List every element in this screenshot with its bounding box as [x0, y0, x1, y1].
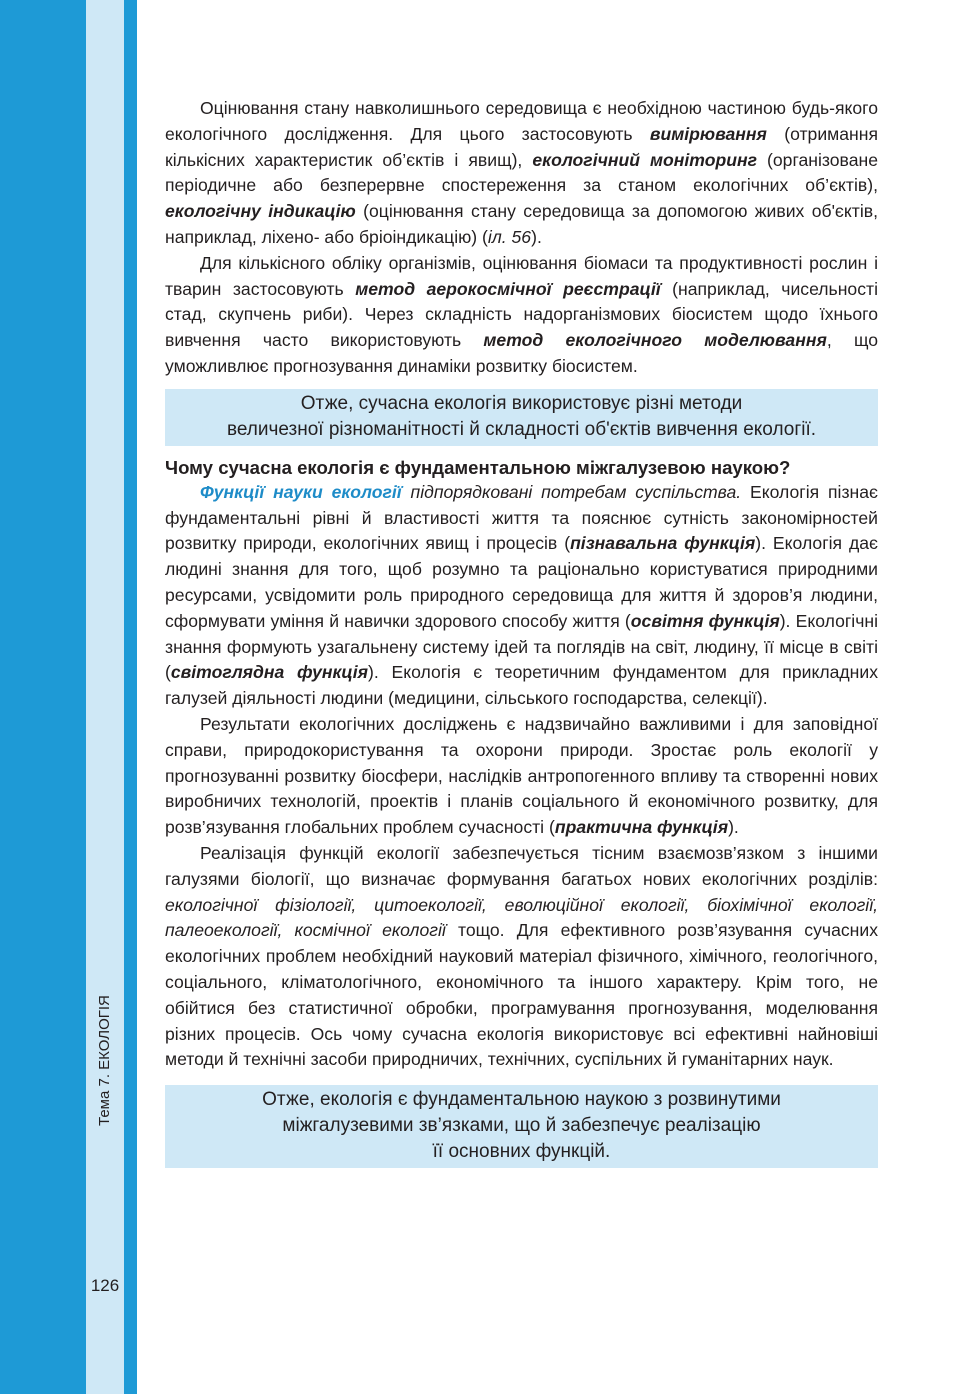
- term-educational: освітня функція: [630, 610, 780, 631]
- term-modeling: метод екологічного моделювання: [483, 330, 827, 351]
- paragraph-quantitative: Для кількісного обліку організмів, оцінювання біомаси та продуктивності рослин і тварин застосовують метод аерокосмічної реєстрації (наприклад, чисельності стад, скупчень риби). Через складність надорганізмових біосистем щодо їхнього вивчення часто використовують метод екологічного моделювання, що уможливлює прогнозування динаміки розвитку біосистем.: [165, 252, 879, 376]
- sidebar-light-band: [86, 0, 124, 1394]
- term-monitoring: екологічний моніторинг: [532, 149, 757, 170]
- term-aerospace: метод аерокосмічної реєстрації: [355, 278, 661, 299]
- ecology-branches: екологічної фізіології, цитоекології, еволюційної екології, біохімічної екології, палеоекології, космічної екології: [165, 894, 878, 941]
- page-number: 126: [90, 1276, 120, 1295]
- summary-line: Отже, екологія є фундаментальною наукою з розвинутими: [262, 1089, 781, 1111]
- page-content: [165, 96, 878, 1177]
- summary-box-fundamental: [165, 1085, 878, 1168]
- topic-label: Тема 7. ЕКОЛОГІЯ: [96, 995, 113, 1126]
- summary-line: міжгалузевими зв’язками, що й забезпечує реалізацію: [282, 1115, 761, 1137]
- figure-reference: іл. 56: [487, 226, 532, 247]
- section-question: Чому сучасна екологія є фундаментальною міжгалузевою наукою?: [165, 456, 791, 478]
- sidebar-accent-strip: [124, 0, 137, 1394]
- term-worldview: світоглядна функція: [170, 662, 369, 683]
- paragraph-methods: Оцінювання стану навколишнього середовища є необхідною частиною будь-якого екологічного дослідження. Для цього застосовують вимірювання (отримання кількісних характеристик об’єктів і явищ), екологічний моніторинг (організоване періодичне або безперервне спостереження за станом екологічних об’єктів), екологічну індикацію (оцінювання стану середовища за допомогою живих об'єктів, наприклад, ліхено- або бріоіндикацію) (іл. 56).: [165, 98, 879, 247]
- summary-line: її основних функцій.: [432, 1141, 611, 1163]
- sidebar-band: [0, 0, 86, 1394]
- term-functions: Функції науки екології: [200, 481, 402, 502]
- term-practical: практична функція: [554, 817, 729, 838]
- term-measurement: вимірювання: [649, 123, 767, 144]
- summary-box-methods: [165, 389, 878, 446]
- summary-line: Отже, сучасна екологія використовує різні методи: [300, 392, 743, 414]
- term-cognitive: пізнавальна функція: [570, 533, 756, 554]
- paragraph-results: Результати екологічних досліджень є надзвичайно важливими і для заповідної справи, природокористування та охорони природи. Зростає роль екології у прогнозуванні розвитку біосфери, наслідків антропогенного впливу та створенні нових виробничих технологій, проектів і планів соціального й економічного розвитку, для розв’язування глобальних проблем сучасності (практична функція).: [165, 713, 878, 838]
- paragraph-realization: Реалізація функцій екології забезпечується тісним взаємозв’язком з іншими галузями біології, що визначає формування багатьох нових екологічних розділів: екологічної фізіології, цитоекології, еволюційної екології, біохімічної екології, палеоекології, космічної екології тощо. Для ефективного розв’язування сучасних екологічних проблем необхідний науковий матеріал фізичного, хімічного, геологічного, соціального, кліматологічного, економічного та іншого характеру. Крім того, не обійтися без статистичної обробки, програмування прогнозування, моделювання різних процесів. Ось чому сучасна екологія використовує всі ефективні найновіші методи й технічні засоби природничих, технічних, суспільних й гуманітарних наук.: [165, 842, 878, 1070]
- paragraph-functions: Функції науки екології підпорядковані потребам суспільства. Екологія пізнає фундаментальні рівні й властивості життя та пояснює сутність закономірностей розвитку природи, екологічних явищ і процесів (пізнавальна функція). Екологія дає людині знання для того, щоб розумно та раціонально користуватися природними ресурсами, усвідомити роль природного середовища для життя й здоров’я людини, сформувати уміння й навички здорового способу життя (освітня функція). Екологічні знання формують узагальнену систему ідей та поглядів на світ, людину, її місце в світі (світоглядна функція). Екологія є теоретичним фундаментом для прикладних галузей діяльності людини (медицини, сільського господарства, селекції).: [165, 481, 879, 709]
- term-indication: екологічну індикацію: [165, 201, 356, 222]
- summary-line: величезної різноманітності й складності об'єктів вивчення екології.: [226, 418, 817, 440]
